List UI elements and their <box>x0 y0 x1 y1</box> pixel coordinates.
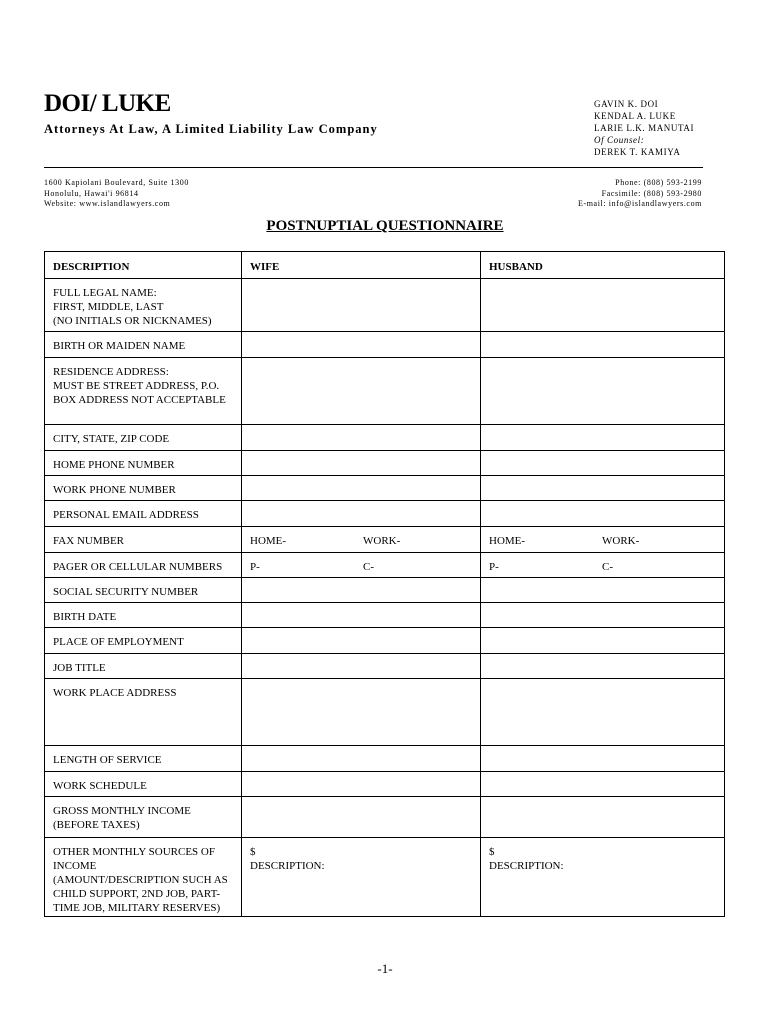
wife-input-cell[interactable] <box>242 476 481 501</box>
row-label-pager-cellular: PAGER OR CELLULAR NUMBERS <box>45 553 242 578</box>
wife-input-cell[interactable] <box>242 527 481 553</box>
cellular-label: C- <box>363 561 374 573</box>
husband-input-cell[interactable] <box>481 553 725 578</box>
income-description-label: DESCRIPTION: <box>489 860 564 872</box>
row-label-fax-number: FAX NUMBER <box>45 527 242 553</box>
row-label-length-of-service: LENGTH OF SERVICE <box>45 746 242 772</box>
wife-input-cell[interactable] <box>242 578 481 603</box>
husband-input-cell[interactable] <box>481 603 725 628</box>
contact-fax: Facsimile: (808) 593-2980 <box>601 188 702 198</box>
row-label-city-state-zip: CITY, STATE, ZIP CODE <box>45 425 242 451</box>
husband-input-cell[interactable] <box>481 358 725 425</box>
contact-email: E-mail: info@islandlawyers.com <box>577 199 702 208</box>
husband-input-cell[interactable] <box>481 746 725 772</box>
of-counsel-label: Of Counsel: <box>594 135 645 145</box>
table-row <box>45 654 725 679</box>
row-label-birth-date: BIRTH DATE <box>45 603 242 628</box>
wife-input-cell[interactable] <box>242 772 481 797</box>
table-row <box>45 746 725 772</box>
husband-input-cell[interactable] <box>481 279 725 332</box>
row-label-other-income: OTHER MONTHLY SOURCES OF INCOME (AMOUNT/DESCRIPTION SUCH AS CHILD SUPPORT, 2ND JOB, PART-TIME JOB, MILITARY RESERVES) <box>45 838 242 917</box>
wife-input-cell[interactable] <box>242 425 481 451</box>
wife-input-cell[interactable] <box>242 628 481 654</box>
table-row <box>45 772 725 797</box>
fax-home-label: HOME- <box>250 535 287 547</box>
table-row <box>45 451 725 476</box>
table-row <box>45 527 725 553</box>
wife-input-cell[interactable] <box>242 451 481 476</box>
questionnaire-table <box>44 251 725 917</box>
husband-input-cell[interactable] <box>481 451 725 476</box>
pager-label: P- <box>250 561 260 573</box>
wife-input-cell[interactable] <box>242 797 481 838</box>
wife-input-cell[interactable] <box>242 358 481 425</box>
husband-input-cell[interactable] <box>481 332 725 358</box>
contact-phone: Phone: (808) 593-2199 <box>615 178 702 187</box>
income-description-label: DESCRIPTION: <box>250 860 325 872</box>
wife-input-cell[interactable] <box>242 332 481 358</box>
document-title: POSTNUPTIAL QUESTIONNAIRE <box>266 218 504 234</box>
row-label-home-phone: HOME PHONE NUMBER <box>45 451 242 476</box>
wife-input-cell[interactable] <box>242 838 481 917</box>
table-header-row <box>45 252 725 279</box>
firm-name: DOI/ LUKE <box>44 90 171 117</box>
husband-input-cell[interactable] <box>481 425 725 451</box>
fax-work-label: WORK- <box>363 535 401 547</box>
table-row <box>45 578 725 603</box>
income-amount-label: $ <box>489 846 495 858</box>
wife-input-cell[interactable] <box>242 679 481 746</box>
row-label-work-schedule: WORK SCHEDULE <box>45 772 242 797</box>
row-label-personal-email: PERSONAL EMAIL ADDRESS <box>45 501 242 527</box>
husband-input-cell[interactable] <box>481 476 725 501</box>
page-number: -1- <box>377 961 393 976</box>
income-amount-label: $ <box>250 846 256 858</box>
husband-input-cell[interactable] <box>481 628 725 654</box>
firm-contact <box>578 178 702 210</box>
row-label-place-of-employment: PLACE OF EMPLOYMENT <box>45 628 242 654</box>
table-row <box>45 838 725 917</box>
wife-input-cell[interactable] <box>242 501 481 527</box>
table-row <box>45 553 725 578</box>
attorney-name: GAVIN K. DOI <box>594 99 659 109</box>
firm-address <box>44 178 189 210</box>
cellular-label: C- <box>602 561 613 573</box>
wife-input-cell[interactable] <box>242 553 481 578</box>
header-divider <box>44 167 703 168</box>
address-website: Website: www.islandlawyers.com <box>44 199 171 208</box>
firm-tagline: Attorneys At Law, A Limited Liability Law Company <box>44 122 378 136</box>
fax-home-label: HOME- <box>489 535 526 547</box>
row-label-full-legal-name: FULL LEGAL NAME: FIRST, MIDDLE, LAST (NO INITIALS OR NICKNAMES) <box>45 279 242 332</box>
table-row <box>45 603 725 628</box>
pager-label: P- <box>489 561 499 573</box>
table-row <box>45 476 725 501</box>
row-label-birth-name: BIRTH OR MAIDEN NAME <box>45 332 242 358</box>
fax-work-label: WORK- <box>602 535 640 547</box>
row-label-social-security: SOCIAL SECURITY NUMBER <box>45 578 242 603</box>
husband-input-cell[interactable] <box>481 838 725 917</box>
table-row <box>45 332 725 358</box>
attorney-name: LARIE L.K. MANUTAI <box>594 123 695 133</box>
table-row <box>45 679 725 746</box>
row-label-work-place-address: WORK PLACE ADDRESS <box>45 679 242 746</box>
table-row <box>45 279 725 332</box>
husband-input-cell[interactable] <box>481 679 725 746</box>
wife-input-cell[interactable] <box>242 603 481 628</box>
husband-input-cell[interactable] <box>481 501 725 527</box>
of-counsel-name: DEREK T. KAMIYA <box>594 147 681 157</box>
wife-input-cell[interactable] <box>242 746 481 772</box>
wife-input-cell[interactable] <box>242 279 481 332</box>
wife-input-cell[interactable] <box>242 654 481 679</box>
table-row <box>45 358 725 425</box>
row-label-work-phone: WORK PHONE NUMBER <box>45 476 242 501</box>
husband-input-cell[interactable] <box>481 772 725 797</box>
husband-input-cell[interactable] <box>481 578 725 603</box>
husband-input-cell[interactable] <box>481 654 725 679</box>
header-husband: HUSBAND <box>481 252 725 279</box>
husband-input-cell[interactable] <box>481 527 725 553</box>
header-wife: WIFE <box>242 252 481 279</box>
attorney-name: KENDAL A. LUKE <box>594 111 676 121</box>
header-description: DESCRIPTION <box>45 252 242 279</box>
attorney-list <box>594 98 694 158</box>
table-row <box>45 797 725 838</box>
table-row <box>45 501 725 527</box>
address-street: 1600 Kapiolani Boulevard, Suite 1300 <box>44 178 189 187</box>
row-label-residence-address: RESIDENCE ADDRESS: MUST BE STREET ADDRESS, P.O. BOX ADDRESS NOT ACCEPTABLE <box>45 358 242 425</box>
address-city: Honolulu, Hawai'i 96814 <box>44 188 139 198</box>
row-label-job-title: JOB TITLE <box>45 654 242 679</box>
table-row <box>45 628 725 654</box>
husband-input-cell[interactable] <box>481 797 725 838</box>
row-label-gross-monthly-income: GROSS MONTHLY INCOME (BEFORE TAXES) <box>45 797 242 838</box>
table-row <box>45 425 725 451</box>
